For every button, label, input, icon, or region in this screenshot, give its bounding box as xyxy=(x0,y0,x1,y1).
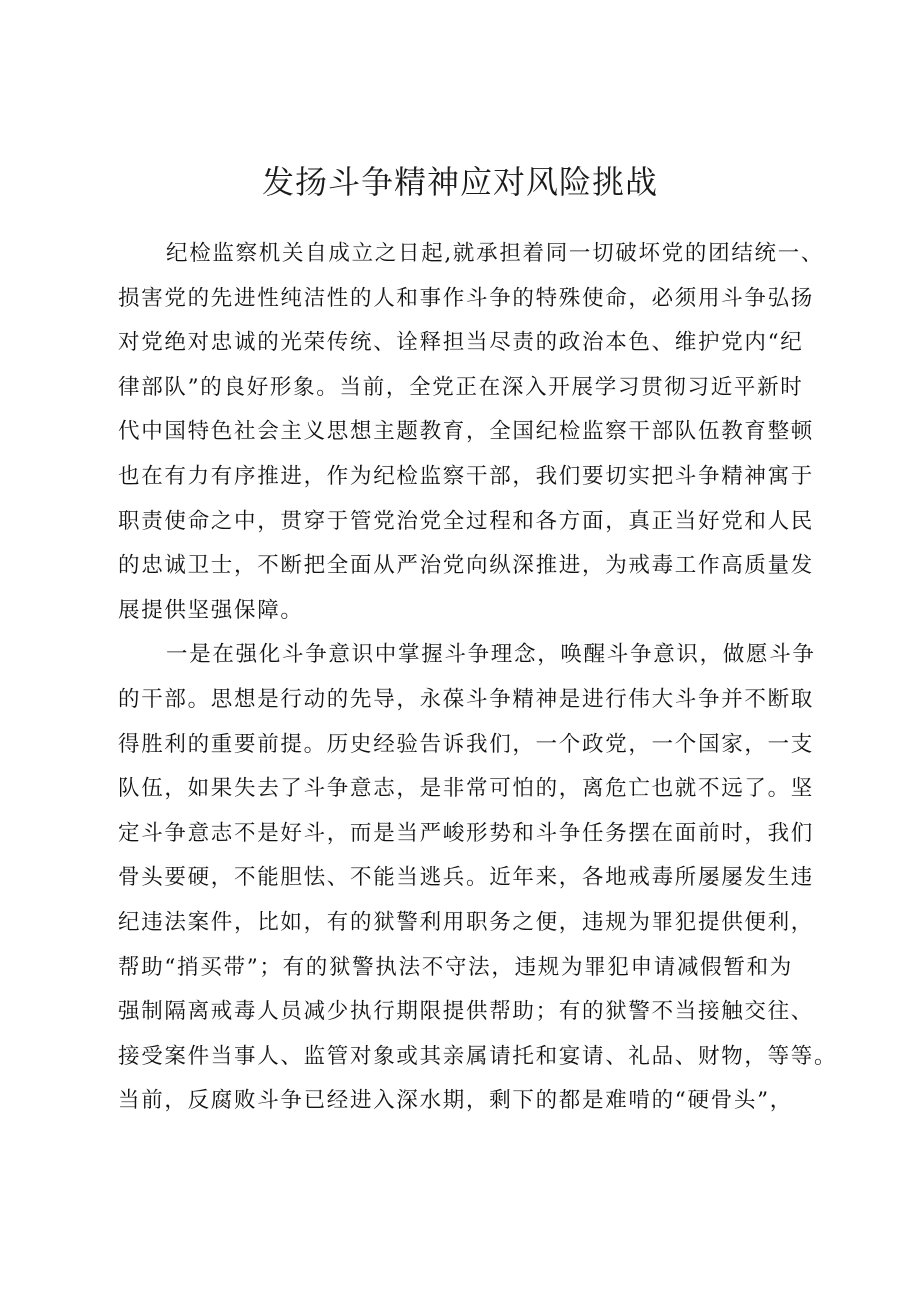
document-title: 发扬斗争精神应对风险挑战 xyxy=(261,163,658,201)
paragraph-1 xyxy=(118,232,825,633)
text-line: 得胜利的重要前提。历史经验告诉我们，一个政党，一个国家，一支 xyxy=(118,731,815,757)
text-line: 骨头要硬，不能胆怯、不能当逃兵。近年来，各地戒毒所屡屡发生违 xyxy=(118,865,815,891)
paragraph-2 xyxy=(118,633,838,1124)
text-line: 定斗争意志不是好斗，而是当严峻形势和斗争任务摆在面前时，我们 xyxy=(118,820,815,846)
text-line: 队伍，如果失去了斗争意志，是非常可怕的，离危亡也就不远了。坚 xyxy=(118,776,815,802)
text-line: 损害党的先进性纯洁性的人和事作斗争的特殊使命，必须用斗争弘扬 xyxy=(118,285,815,311)
text-line: 职责使命之中，贯穿于管党治党全过程和各方面，真正当好党和人民 xyxy=(118,508,815,534)
text-line: 纪违法案件，比如，有的狱警利用职务之便，违规为罪犯提供便利， xyxy=(118,909,815,935)
text-line: 接受案件当事人、监管对象或其亲属请托和宴请、礼品、财物，等等。 xyxy=(118,1043,838,1069)
text-line: 代中国特色社会主义思想主题教育，全国纪检监察干部队伍教育整顿 xyxy=(118,419,815,445)
document-body xyxy=(118,232,838,1124)
text-line: 帮助“捎买带”；有的狱警执法不守法，违规为罪犯申请减假暂和为 xyxy=(118,954,793,980)
text-line: 一是在强化斗争意识中掌握斗争理念，唤醒斗争意识，做愿斗争 xyxy=(166,642,816,668)
text-line: 纪检监察机关自成立之日起,就承担着同一切破坏党的团结统一、 xyxy=(166,241,825,266)
text-line: 当前，反腐败斗争已经进入深水期，剩下的都是难啃的“硬骨头”， xyxy=(118,1088,793,1114)
text-line: 律部队”的良好形象。当前，全党正在深入开展学习贯彻习近平新时 xyxy=(118,374,804,400)
text-line: 强制隔离戒毒人员减少执行期限提供帮助；有的狱警不当接触交往、 xyxy=(118,999,815,1025)
text-line: 的忠诚卫士，不断把全面从严治党向纵深推进，为戒毒工作高质量发 xyxy=(118,553,815,579)
text-line: 也在有力有序推进，作为纪检监察干部，我们要切实把斗争精神寓于 xyxy=(118,463,815,489)
text-line: 展提供坚强保障。 xyxy=(118,597,304,623)
text-line: 的干部。思想是行动的先导，永葆斗争精神是进行伟大斗争并不断取 xyxy=(118,686,815,712)
text-line: 对党绝对忠诚的光荣传统、诠释担当尽责的政治本色、维护党内“纪 xyxy=(118,330,804,356)
